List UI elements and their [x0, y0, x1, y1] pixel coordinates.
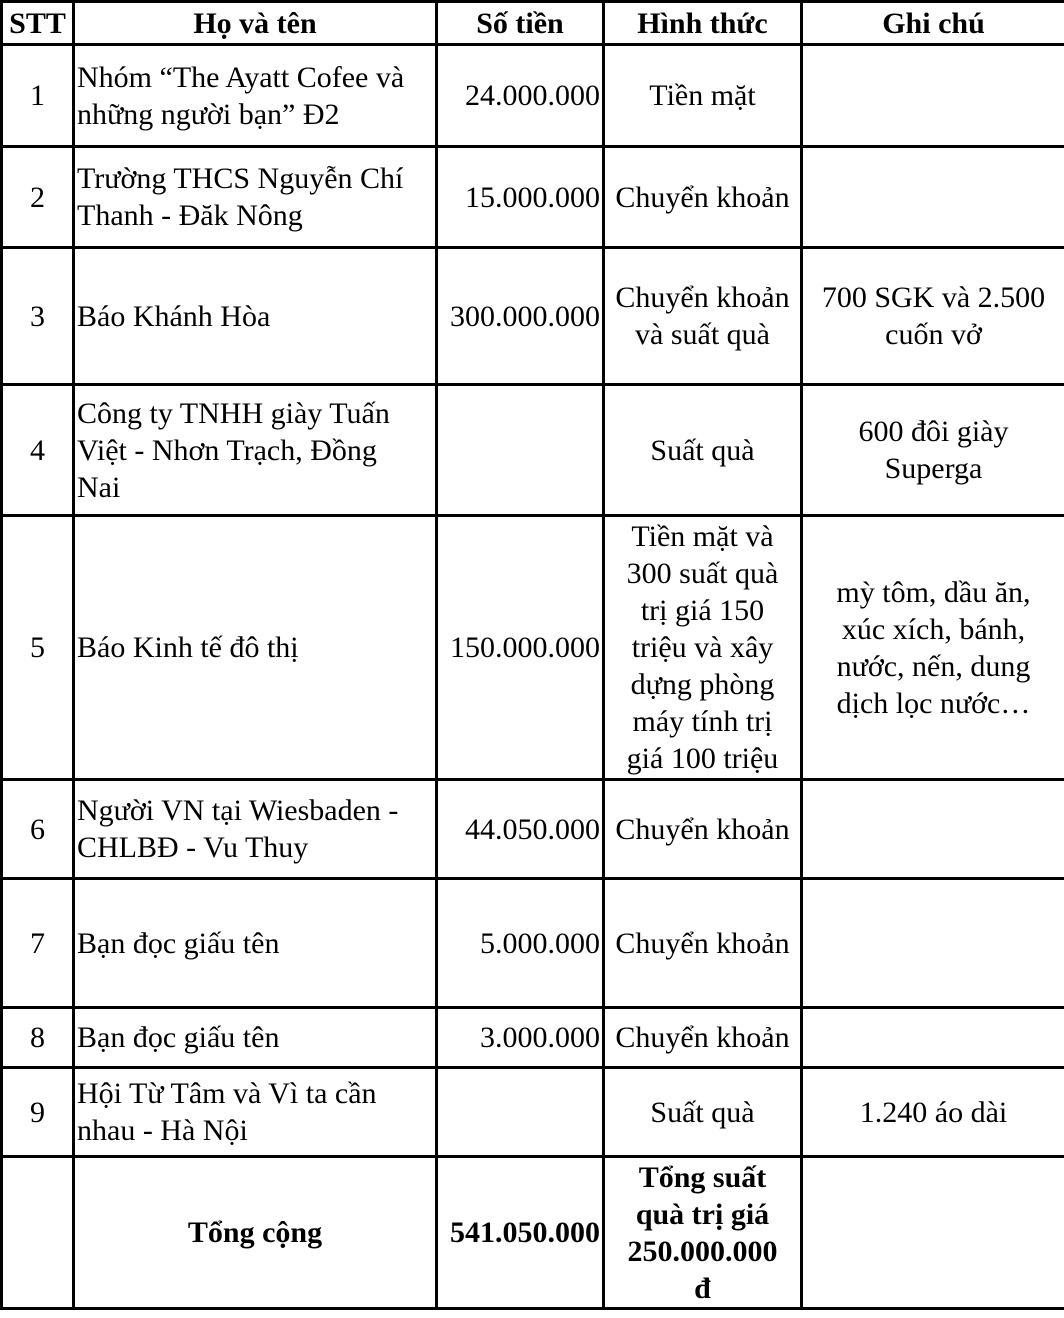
- total-method: [604, 1157, 802, 1309]
- row-amount: 3.000.000: [437, 1008, 604, 1068]
- row-method: [604, 147, 802, 248]
- row-name: [74, 248, 437, 385]
- table-row: [2, 1068, 1064, 1157]
- name-line: Bạn đọc giấu tên: [77, 926, 280, 960]
- note-line: xúc xích, bánh,: [841, 612, 1026, 646]
- table-row: [2, 780, 1064, 879]
- name-line: Người VN tại Wiesbaden -: [77, 794, 399, 827]
- note-line: nước, nến, dung: [836, 649, 1031, 683]
- row-method: [604, 879, 802, 1008]
- table-row: [2, 45, 1064, 147]
- row-amount: 300.000.000: [437, 248, 604, 385]
- header-row: [2, 2, 1064, 45]
- row-amount: [437, 1068, 604, 1157]
- total-row: [2, 1157, 1064, 1309]
- header-stt: STT: [2, 2, 74, 45]
- row-amount: 15.000.000: [437, 147, 604, 248]
- method-line: trị giá 150: [640, 594, 765, 627]
- method-line: Chuyển khoản: [615, 926, 790, 960]
- total-stt: [2, 1157, 74, 1309]
- table-row: [2, 147, 1064, 248]
- method-line: Chuyển khoản: [615, 180, 790, 214]
- name-line: Bạn đọc giấu tên: [77, 1021, 280, 1054]
- row-name: [74, 1008, 437, 1068]
- note-line: 600 đôi giày: [858, 415, 1009, 448]
- method-line: quà trị giá: [635, 1197, 770, 1231]
- row-stt: 4: [2, 385, 74, 516]
- row-name: [74, 147, 437, 248]
- row-amount: 24.000.000: [437, 45, 604, 147]
- name-line: CHLBĐ - Vu Thuy: [77, 831, 309, 864]
- name-line: Việt - Nhơn Trạch, Đồng: [77, 433, 377, 467]
- row-stt: 2: [2, 147, 74, 248]
- row-note: [802, 385, 1064, 516]
- row-amount: 44.050.000: [437, 780, 604, 879]
- row-stt: 1: [2, 45, 74, 147]
- table-row: [2, 1008, 1064, 1068]
- row-stt: 9: [2, 1068, 74, 1157]
- row-method: [604, 780, 802, 879]
- table-row: [2, 516, 1064, 780]
- name-line: Báo Kinh tế đô thị: [77, 631, 299, 664]
- total-label: Tổng cộng: [74, 1157, 437, 1309]
- header-note: Ghi chú: [802, 2, 1064, 45]
- method-line: đ: [694, 1271, 711, 1305]
- header-method: Hình thức: [604, 2, 802, 45]
- method-line: Chuyển khoản: [615, 281, 790, 314]
- row-name: [74, 45, 437, 147]
- name-line: Báo Khánh Hòa: [77, 299, 271, 333]
- method-line: Tiền mặt: [649, 79, 756, 112]
- row-note: [802, 879, 1064, 1008]
- method-line: Tổng suất: [638, 1160, 767, 1194]
- header-amount: Số tiền: [437, 2, 604, 45]
- row-note: [802, 516, 1064, 780]
- table-row: [2, 248, 1064, 385]
- row-note: [802, 1008, 1064, 1068]
- row-note: [802, 45, 1064, 147]
- row-name: [74, 516, 437, 780]
- name-line: Nai: [77, 470, 121, 504]
- row-method: [604, 1068, 802, 1157]
- note-line: mỳ tôm, dầu ăn,: [836, 575, 1031, 609]
- row-method: [604, 1008, 802, 1068]
- method-line: triệu và xây: [631, 631, 774, 664]
- row-note: [802, 248, 1064, 385]
- row-amount: 5.000.000: [437, 879, 604, 1008]
- table-row: [2, 879, 1064, 1008]
- total-amount: 541.050.000: [437, 1157, 604, 1309]
- row-name: [74, 385, 437, 516]
- row-note: [802, 147, 1064, 248]
- note-line: Superga: [884, 452, 983, 485]
- name-line: những người bạn” Đ2: [77, 97, 340, 131]
- note-line: 1.240 áo dài: [859, 1095, 1008, 1129]
- method-line: và suất quà: [635, 318, 770, 351]
- method-line: 250.000.000: [627, 1234, 778, 1268]
- row-amount: 150.000.000: [437, 516, 604, 780]
- row-name: [74, 1068, 437, 1157]
- name-line: nhau - Hà Nội: [77, 1114, 248, 1147]
- name-line: Nhóm “The Ayatt Cofee và: [77, 60, 405, 94]
- row-stt: 8: [2, 1008, 74, 1068]
- method-line: 300 suất quà: [626, 557, 779, 590]
- note-line: cuốn vở: [885, 318, 982, 351]
- method-line: Chuyển khoản: [615, 812, 790, 846]
- row-stt: 7: [2, 879, 74, 1008]
- row-method: [604, 248, 802, 385]
- row-method: [604, 45, 802, 147]
- row-stt: 3: [2, 248, 74, 385]
- method-line: dựng phòng: [630, 668, 775, 701]
- table-row: [2, 385, 1064, 516]
- row-name: [74, 879, 437, 1008]
- row-amount: [437, 385, 604, 516]
- method-line: máy tính trị: [632, 705, 773, 738]
- row-stt: 5: [2, 516, 74, 780]
- row-method: [604, 385, 802, 516]
- total-note: [802, 1157, 1064, 1309]
- method-line: Chuyển khoản: [615, 1021, 790, 1054]
- row-stt: 6: [2, 780, 74, 879]
- method-line: Tiền mặt và: [631, 520, 774, 553]
- method-line: Suất quà: [650, 1095, 755, 1129]
- method-line: giá 100 triệu: [626, 742, 779, 775]
- name-line: Trường THCS Nguyễn Chí: [77, 162, 404, 195]
- name-line: Công ty TNHH giày Tuấn: [77, 396, 390, 430]
- note-line: 700 SGK và 2.500: [821, 281, 1046, 314]
- method-line: Suất quà: [650, 433, 755, 467]
- row-method: [604, 516, 802, 780]
- name-line: Hội Từ Tâm và Vì ta cần: [77, 1077, 377, 1110]
- row-note: [802, 1068, 1064, 1157]
- row-name: [74, 780, 437, 879]
- row-note: [802, 780, 1064, 879]
- note-line: dịch lọc nước…: [836, 686, 1031, 720]
- header-name: Họ và tên: [74, 2, 437, 45]
- name-line: Thanh - Đăk Nông: [77, 199, 303, 232]
